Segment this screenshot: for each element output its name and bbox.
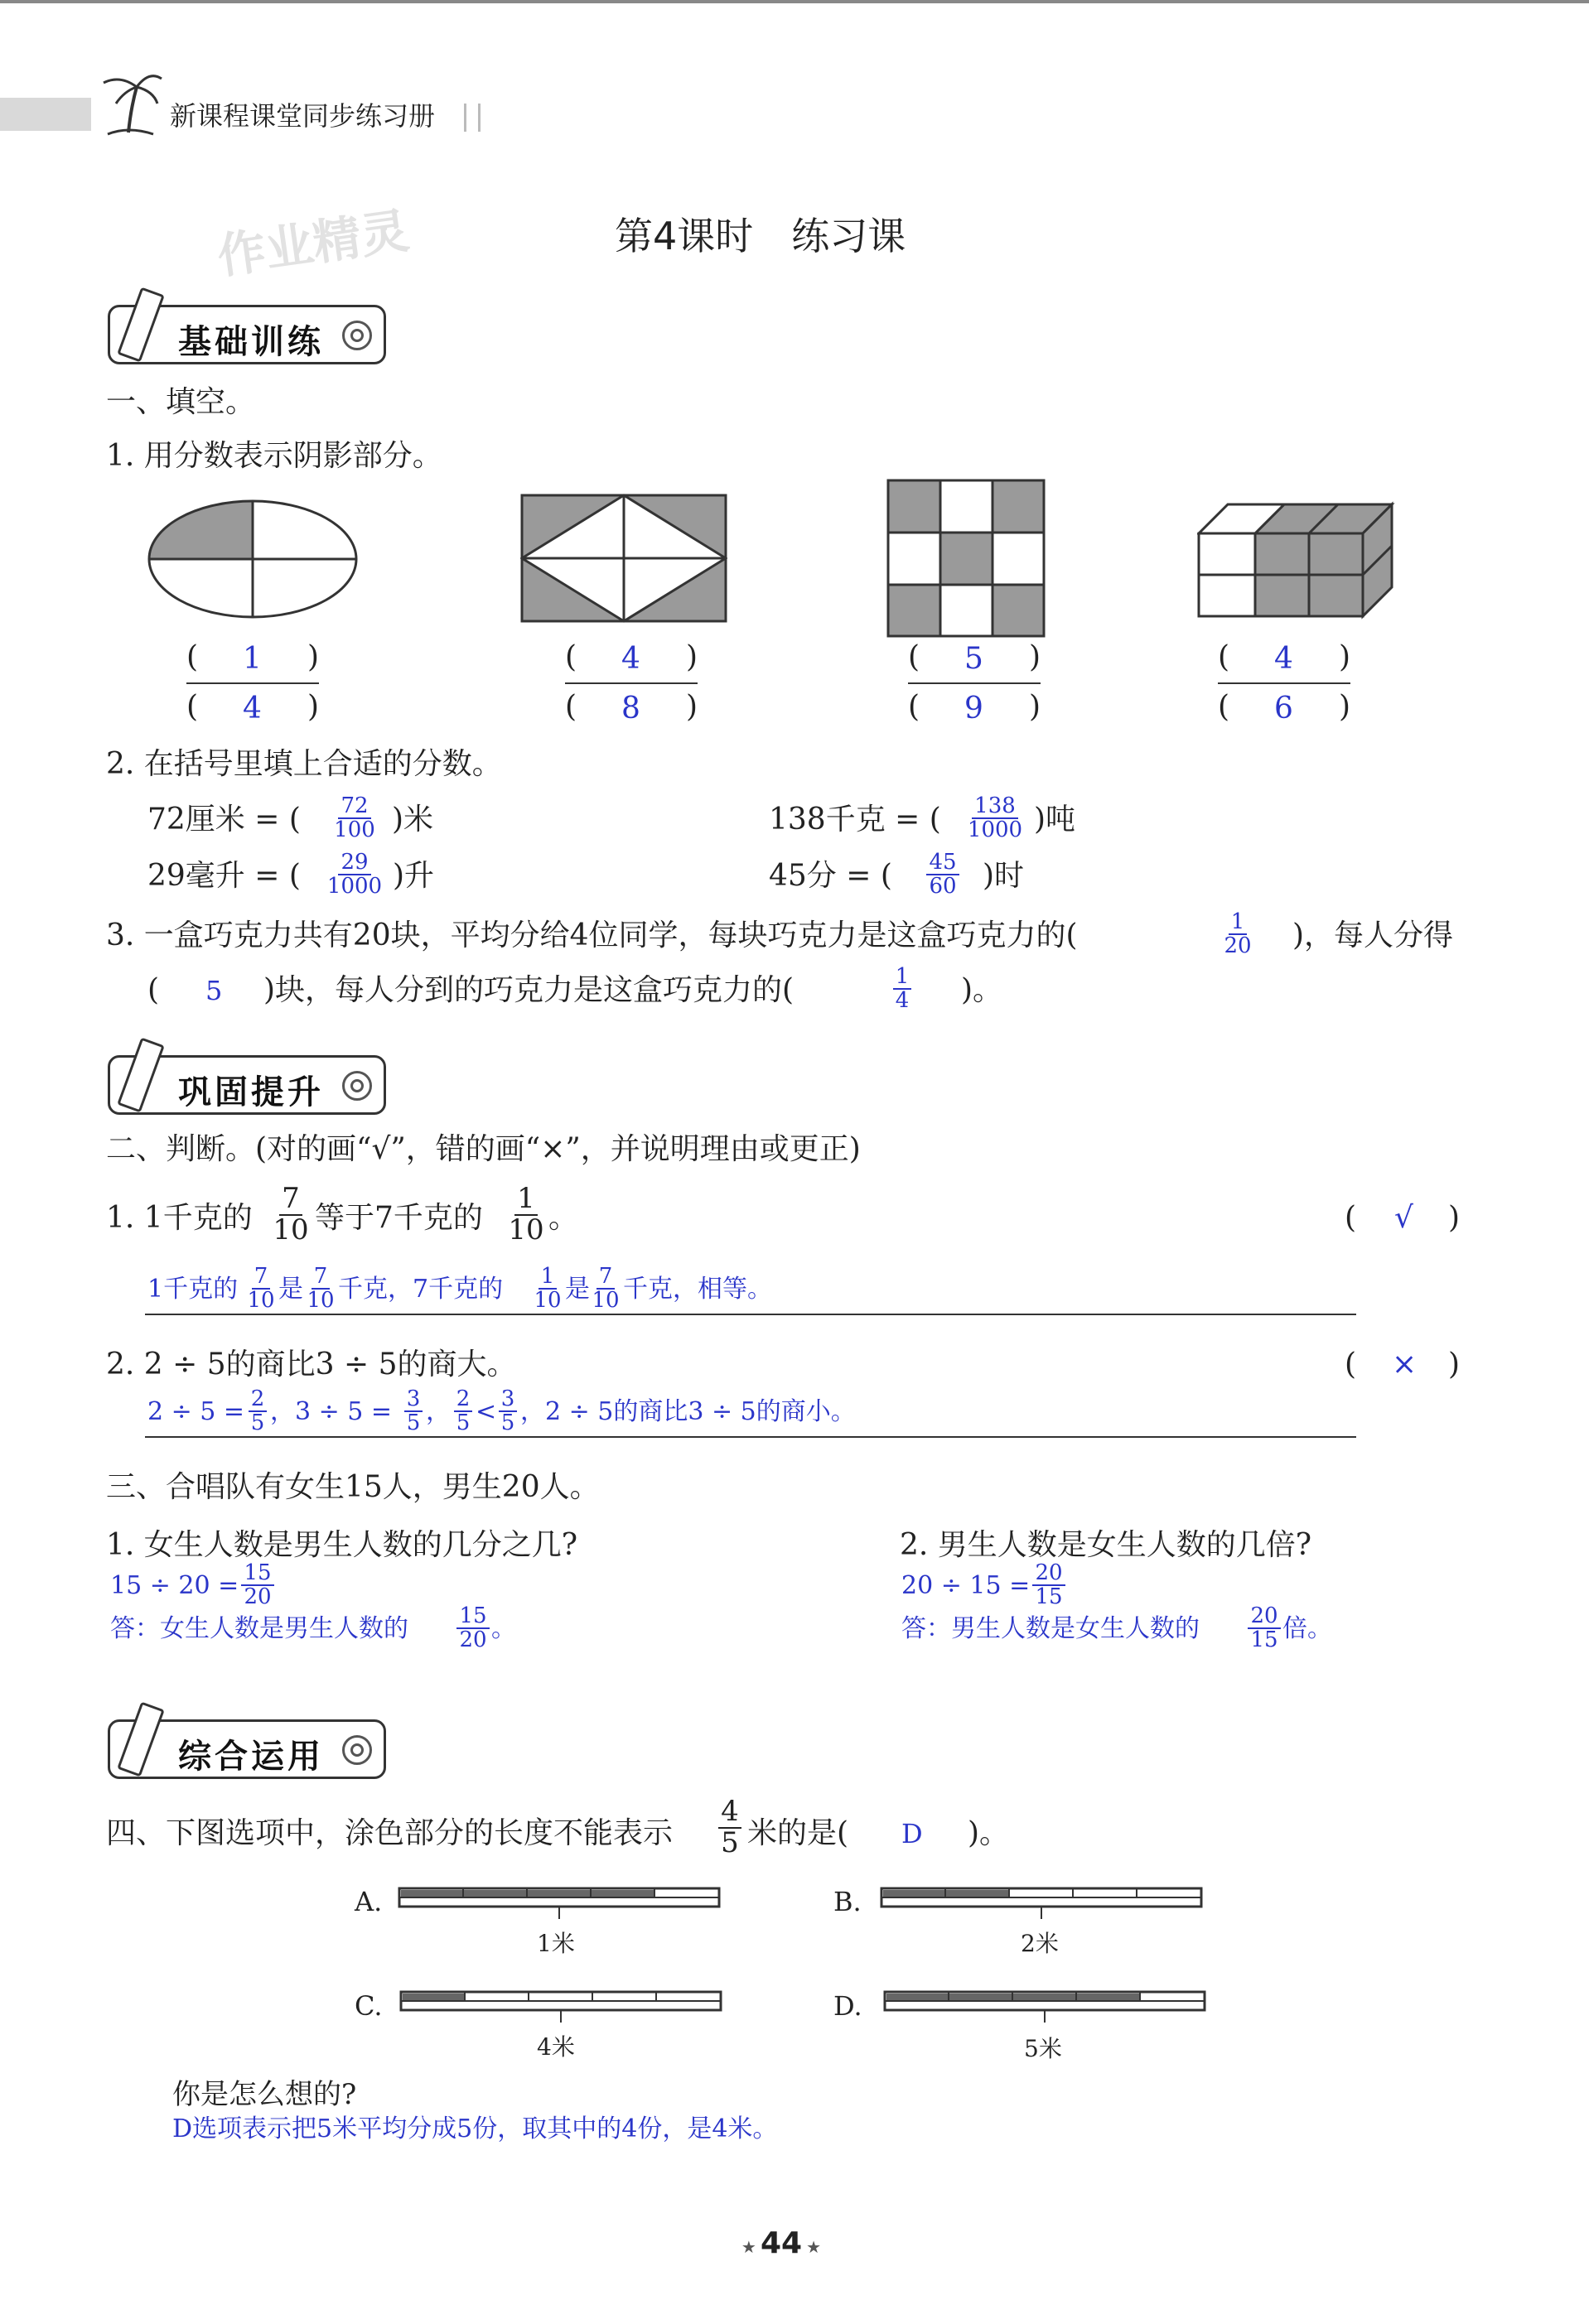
option-b-bar	[880, 1884, 1203, 1934]
header-tick	[464, 104, 481, 132]
answer-fraction: $\frac{29}{1000}$	[326, 850, 383, 899]
numerator: 4	[621, 642, 640, 676]
option-c-label[interactable]: C.	[355, 1990, 383, 2022]
option-c-length: 4米	[537, 2033, 575, 2061]
judgement-mark: ×	[1392, 1348, 1418, 1381]
q3-line1-end: )，每人分得	[1292, 919, 1454, 952]
answer-fraction: $\frac{45}{60}$	[918, 851, 968, 899]
part3-q1-solution: 15 ÷ 20 = $\frac{15}{20}$ 答：女生人数是男生人数的 $\frac{15}{20}$ 。	[110, 1560, 516, 1653]
denominator: 9	[964, 692, 983, 726]
denominator: 8	[621, 692, 640, 726]
answer-fraction: $\frac{138}{1000}$	[967, 793, 1023, 843]
part4-reason: D选项表示把5米平均分成5份，取其中的4份，是4米。	[172, 2114, 778, 2143]
section-label: 基础训练	[178, 323, 324, 361]
ring-icon	[342, 1735, 372, 1765]
option-c-bar	[399, 1988, 722, 2037]
part2-title: 二、判断。(对的画“√”，错的画“×”，并说明理由或更正)	[106, 1132, 861, 1166]
watermark: 作业精灵	[214, 202, 413, 285]
top-border	[0, 0, 1589, 3]
part1-q1-text: 1. 用分数表示阴影部分。	[106, 439, 442, 473]
part2-q2-explanation: 2 ÷ 5 = $\frac{2}{5}$ ，3 ÷ 5 = $\frac{3}{5}$ ， $\frac{2}{5}$ < $\frac{3}{5}$ ，2 ÷ 5的商比3 ÷ 5的商小。	[147, 1386, 856, 1436]
page-number: ★ 44 ★	[741, 2226, 822, 2260]
section-consolidate	[108, 1055, 386, 1115]
figure-cuboid	[1197, 500, 1396, 621]
figure-grid-3x3	[886, 479, 1046, 638]
q1-answer-4: ( ) 4 ( ) 6	[1218, 640, 1350, 726]
option-a-length: 1米	[537, 1930, 575, 1957]
part4-answer: D	[901, 1818, 923, 1849]
part3-q1-text: 1. 女生人数是男生人数的几分之几?	[106, 1528, 578, 1562]
numerator: 1	[243, 642, 262, 676]
part1-title: 一、填空。	[106, 385, 256, 419]
denominator: 4	[243, 692, 262, 726]
q1-answer-1: ( ) 1 ( ) 4	[186, 640, 319, 726]
option-b-length: 2米	[1021, 1930, 1059, 1957]
judgement-mark: √	[1394, 1201, 1413, 1235]
part3-title: 三、合唱队有女生15人，男生20人。	[106, 1470, 600, 1504]
q1-answer-3: ( ) 5 ( ) 9	[908, 640, 1041, 726]
denominator: 6	[1274, 692, 1293, 726]
figure-rectangle-diamond	[520, 494, 727, 623]
section-label: 巩固提升	[178, 1073, 324, 1111]
think-prompt: 你是怎么想的?	[172, 2078, 357, 2111]
answer-line	[145, 1436, 1356, 1438]
answer-fraction: $\frac{72}{100}$	[334, 793, 375, 843]
figure-ellipse	[145, 497, 360, 621]
header-strip	[0, 98, 91, 131]
part4-title: 四、下图选项中，涂色部分的长度不能表示 $\frac{4}{5}$ 米的是( D )。	[106, 1795, 1010, 1859]
part2-q2-text: 2. 2 ÷ 5的商比3 ÷ 5的商大。	[106, 1348, 517, 1381]
option-d-length: 5米	[1024, 2035, 1062, 2062]
part1-q2-text: 2. 在括号里填上合适的分数。	[106, 747, 502, 781]
pencil-icon	[117, 287, 165, 362]
q3-answer-2: 5	[205, 975, 223, 1006]
option-d-bar	[883, 1988, 1206, 2037]
ring-icon	[342, 321, 372, 350]
palm-tree-icon	[91, 66, 166, 137]
option-a-label[interactable]: A.	[355, 1886, 383, 1917]
part3-q2-text: 2. 男生人数是女生人数的几倍?	[900, 1528, 1312, 1562]
q3-line2-end: )。	[961, 973, 1003, 1007]
section-label: 综合运用	[178, 1738, 324, 1776]
q1-answer-2: ( ) 4 ( ) 8	[565, 640, 698, 726]
numerator: 4	[1274, 642, 1293, 676]
option-d-label[interactable]: D.	[833, 1990, 862, 2022]
ring-icon	[342, 1071, 372, 1101]
section-basic-training	[108, 305, 386, 364]
option-b-label[interactable]: B.	[833, 1886, 862, 1917]
q3-line1: 3. 一盒巧克力共有20块，平均分给4位同学，每块巧克力是这盒巧克力的(	[106, 919, 1078, 952]
q3-answer-3: $\frac{1}{4}$	[890, 966, 915, 1013]
q3-line2-mid: )块，每人分到的巧克力是这盒巧克力的(	[263, 973, 794, 1007]
section-apply	[108, 1719, 386, 1779]
pencil-icon	[117, 1701, 165, 1777]
option-a-bar	[398, 1884, 721, 1934]
pencil-icon	[117, 1037, 165, 1112]
q3-answer-1: $\frac{1}{20}$	[1224, 909, 1252, 959]
answer-line	[145, 1314, 1356, 1315]
lesson-title: 第4课时 练习课	[615, 214, 906, 258]
q3-line2-start: (	[147, 973, 160, 1007]
part3-q2-solution: 20 ÷ 15 = $\frac{20}{15}$ 答：男生人数是女生人数的 $\frac{20}{15}$ 倍。	[901, 1560, 1332, 1653]
part2-q1-explanation: 1千克的 $\frac{7}{10}$ 是 $\frac{7}{10}$ 千克，7千克的 $\frac{1}{10}$ 是 $\frac{7}{10}$ 千克，相等。	[147, 1264, 772, 1314]
numerator: 5	[964, 642, 983, 676]
book-title: 新课程课堂同步练习册	[170, 100, 436, 132]
part2-q1: 1. 1千克的 $\frac{7}{10}$ 等于7千克的 $\frac{1}{10}$ 。 ( √ )	[106, 1182, 1461, 1246]
